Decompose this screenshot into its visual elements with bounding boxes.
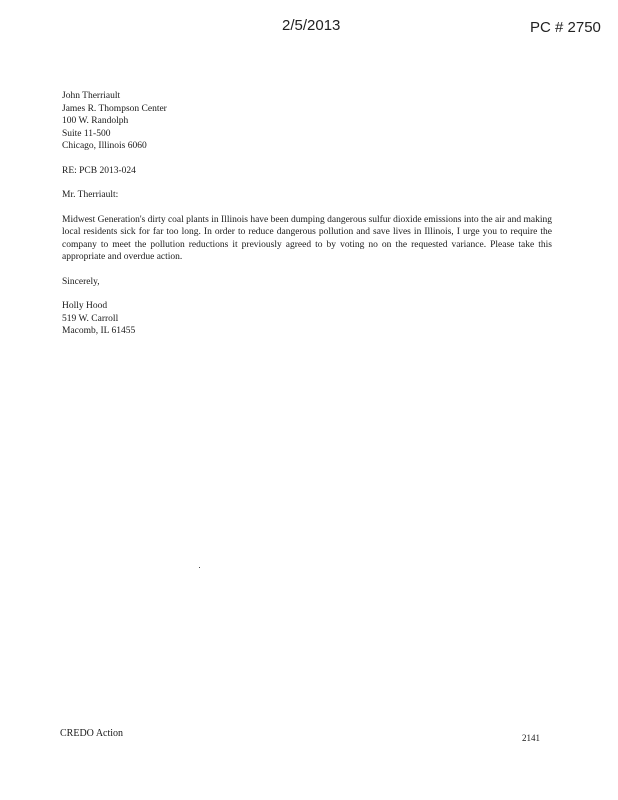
closing: Sincerely, xyxy=(62,276,100,287)
footer-page-number: 2141 xyxy=(522,733,540,743)
sender-street: 519 W. Carroll xyxy=(62,313,119,324)
scan-speck xyxy=(199,567,200,568)
salutation: Mr. Therriault: xyxy=(62,190,119,200)
recipient-suite: Suite 11-500 xyxy=(62,128,111,139)
recipient-name: John Therriault xyxy=(62,91,121,101)
recipient-address xyxy=(62,90,552,153)
letter-paragraph: Midwest Generation's dirty coal plants in Illinois have been dumping dangerous sulfur dioxide emissions into the air and making local residents sick for far too long. In order to reduce dangerous pollution and save lives in Illinois, I urge you to require the company to meet the pollution reductions it previously agreed to by voting no on the requested variance. Please take this appropriate and overdue action. xyxy=(62,214,552,262)
recipient-street: 100 W. Randolph xyxy=(62,116,129,126)
recipient-city: Chicago, Illinois 6060 xyxy=(62,141,147,151)
recipient-office: James R. Thompson Center xyxy=(62,103,167,114)
sender-city: Macomb, IL 61455 xyxy=(62,326,136,336)
pc-number: PC # 2750 xyxy=(530,19,601,36)
letter-body xyxy=(62,90,552,338)
sender-name: Holly Hood xyxy=(62,301,108,311)
footer-organization: CREDO Action xyxy=(60,728,124,739)
sender-address xyxy=(62,300,552,338)
document-date: 2/5/2013 xyxy=(282,17,341,34)
reference-line: RE: PCB 2013-024 xyxy=(62,165,136,176)
